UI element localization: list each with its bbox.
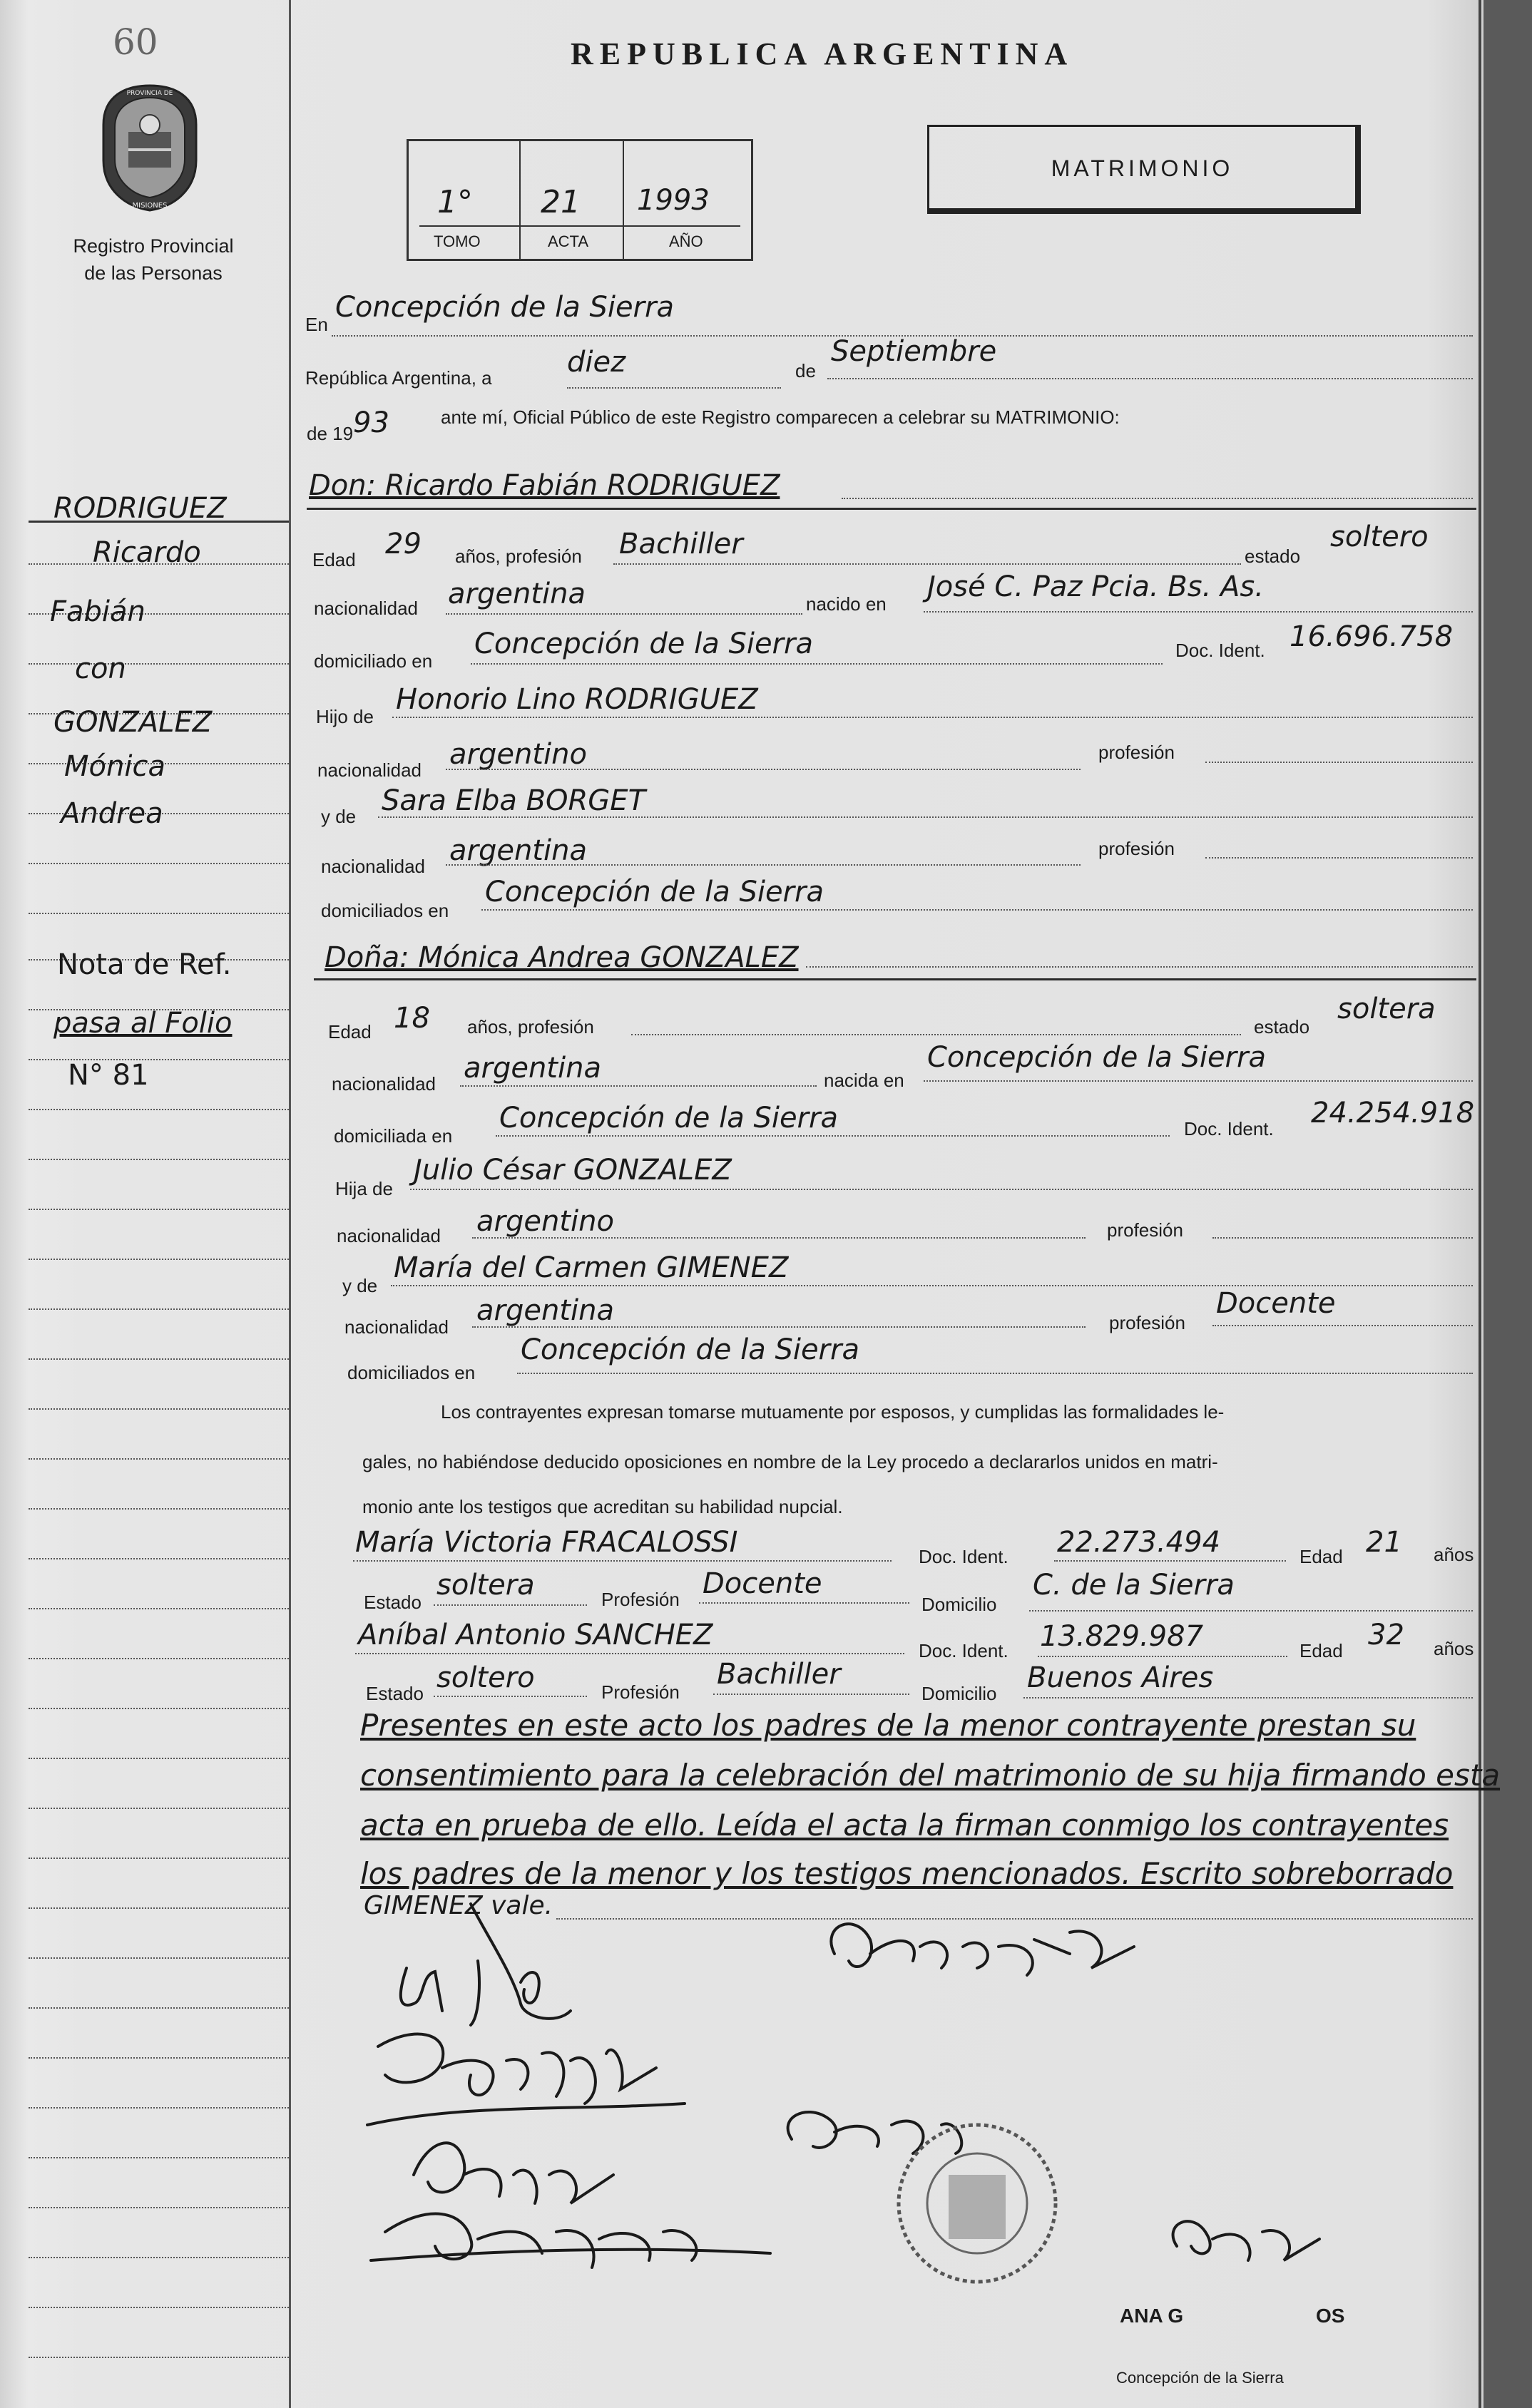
- groom-edad-label: Edad: [312, 549, 356, 570]
- signature-officer: [1173, 2221, 1319, 2260]
- margin-note-name1: Ricardo: [93, 536, 201, 569]
- intro-place: Concepción de la Sierra: [335, 291, 674, 324]
- signature-bride-father: [414, 2143, 613, 2203]
- witness2-estado-label: Estado: [366, 1683, 424, 1704]
- witness1-doc: 22.273.494: [1057, 1526, 1221, 1559]
- margin-note-bride-name2: Andrea: [61, 797, 163, 830]
- witness1-estado-label: Estado: [364, 1592, 422, 1613]
- groom-title: Don: Ricardo Fabián RODRIGUEZ: [309, 469, 780, 502]
- signatures-area: [357, 1890, 1355, 2289]
- witness2-profession: Bachiller: [717, 1658, 841, 1691]
- groom-nacionalidad-label: nacionalidad: [314, 598, 419, 619]
- witness2-domicilio-label: Domicilio: [921, 1683, 997, 1704]
- margin-ref-line3: N° 81: [68, 1059, 149, 1092]
- provincial-seal-icon: [96, 82, 203, 214]
- year-suffix: 93: [353, 406, 389, 439]
- signature-groom-father-flourish: [471, 1904, 571, 2019]
- margin-rule: [289, 0, 291, 2408]
- bride-mother-nat: argentina: [476, 1294, 614, 1327]
- groom-nationality: argentina: [448, 578, 586, 610]
- groom-age: 29: [385, 528, 422, 560]
- intro-month: Septiembre: [831, 335, 997, 368]
- witness2-doc-label: Doc. Ident.: [919, 1640, 1008, 1661]
- groom-parents-dom-label: domiciliados en: [321, 900, 449, 921]
- notes-line2: consentimiento para la celebración del matrimonio de su hija firmando esta: [360, 1758, 1501, 1793]
- notes-line4: los padres de la menor y los testigos mencionados. Escrito sobreborrado: [360, 1856, 1454, 1891]
- officer-name-stamp-tail: OS: [1316, 2305, 1345, 2327]
- witness1-profession: Docente: [703, 1567, 822, 1600]
- witness2-doc: 13.829.987: [1040, 1620, 1204, 1653]
- bride-doc-label: Doc. Ident.: [1184, 1118, 1274, 1139]
- bride-estado-label: estado: [1254, 1016, 1310, 1038]
- bride-nacida-label: nacida en: [824, 1070, 904, 1091]
- bride-status: soltera: [1337, 993, 1436, 1025]
- groom-doc: 16.696.758: [1290, 620, 1454, 653]
- bride-hija-label: Hija de: [335, 1178, 393, 1199]
- bride-father-nat-label: nacionalidad: [337, 1225, 441, 1246]
- registry-name-line2: de las Personas: [84, 262, 223, 284]
- witness1-status: soltera: [436, 1569, 535, 1602]
- witness2-profesion-label: Profesión: [601, 1681, 680, 1703]
- notes-line1: Presentes en este acto los padres de la menor contrayente prestan su: [360, 1708, 1416, 1743]
- witness2-domicile: Buenos Aires: [1027, 1661, 1214, 1694]
- witness2-status: soltero: [436, 1661, 535, 1694]
- margin-note-con: con: [75, 652, 126, 685]
- bride-mother: María del Carmen GIMENEZ: [394, 1251, 789, 1284]
- margin-note-bride-surname: GONZALEZ: [53, 706, 213, 739]
- signature-groom-underline: [367, 2104, 685, 2125]
- groom-estado-label: estado: [1245, 545, 1301, 567]
- groom-domicile: Concepción de la Sierra: [474, 627, 813, 660]
- signature-witness-two: [788, 2112, 962, 2153]
- declaration-line1: Los contrayentes expresan tomarse mutuamente por esposos, y cumplidas las formalidades le-: [441, 1401, 1225, 1423]
- intro-de-label: de: [795, 360, 816, 381]
- bride-edad-label: Edad: [328, 1021, 372, 1042]
- year-prefix: de 19: [307, 423, 354, 444]
- republica-label: República Argentina, a: [305, 367, 492, 389]
- officer-name-stamp: ANA G: [1120, 2305, 1184, 2327]
- margin-note-bride-name1: Mónica: [64, 750, 165, 783]
- anio-value: 1993: [637, 184, 710, 217]
- bride-doc: 24.254.918: [1311, 1097, 1475, 1129]
- groom-mother-nat: argentina: [449, 834, 587, 867]
- bride-nacionalidad-label: nacionalidad: [332, 1073, 436, 1095]
- witness2-name: Aníbal Antonio SANCHEZ: [358, 1619, 713, 1651]
- witness1-domicile: C. de la Sierra: [1033, 1569, 1235, 1602]
- seal-bottom-text: MISIONES: [132, 202, 168, 210]
- country-title: REPUBLICA ARGENTINA: [571, 36, 1074, 71]
- groom-profession: Bachiller: [619, 528, 743, 560]
- groom-yde-label: y de: [321, 806, 357, 827]
- bride-birthplace: Concepción de la Sierra: [927, 1041, 1266, 1074]
- bride-father: Julio César GONZALEZ: [414, 1154, 732, 1187]
- witness2-edad-label: Edad: [1299, 1640, 1343, 1661]
- bride-yde-label: y de: [342, 1275, 378, 1296]
- signature-groom: [378, 2034, 656, 2104]
- bride-domiciliada-label: domiciliada en: [334, 1125, 453, 1147]
- notes-line3: acta en prueba de ello. Leída el acta la firman conmigo los contrayentes: [360, 1808, 1449, 1843]
- registry-name-line1: Registro Provincial: [73, 235, 234, 257]
- groom-hijo-label: Hijo de: [316, 706, 374, 727]
- margin-note-surname: RODRIGUEZ: [53, 492, 227, 525]
- groom-doc-label: Doc. Ident.: [1175, 640, 1265, 661]
- right-border-rule: [1479, 0, 1481, 2408]
- bride-mother-prof-label: profesión: [1109, 1312, 1185, 1333]
- signature-witness: [371, 2214, 770, 2268]
- groom-father-prof-label: profesión: [1098, 742, 1175, 763]
- margin-note-name2: Fabián: [50, 595, 145, 628]
- witness1-profesion-label: Profesión: [601, 1589, 680, 1610]
- groom-mother-prof-label: profesión: [1098, 838, 1175, 859]
- bride-father-nat: argentino: [476, 1205, 614, 1238]
- groom-nacido-label: nacido en: [806, 593, 887, 615]
- en-label: En: [305, 314, 328, 335]
- witness1-anos-label: años: [1434, 1544, 1474, 1565]
- margin-ref-line2: pasa al Folio: [53, 1007, 233, 1040]
- witness1-name: María Victoria FRACALOSSI: [355, 1526, 738, 1559]
- intro-statement: ante mí, Oficial Público de este Registro comparecen a celebrar su MATRIMONIO:: [441, 406, 1120, 428]
- witness2-anos-label: años: [1434, 1638, 1474, 1659]
- witness1-age: 21: [1366, 1526, 1402, 1559]
- witness1-doc-label: Doc. Ident.: [919, 1546, 1008, 1567]
- margin-ref-line1: Nota de Ref.: [57, 948, 232, 981]
- seal-top-text: PROVINCIA DE: [126, 90, 173, 97]
- groom-birthplace: José C. Paz Pcia. Bs. As.: [927, 570, 1264, 603]
- bride-father-prof-label: profesión: [1107, 1219, 1183, 1241]
- record-number-box: [407, 139, 753, 261]
- bride-profesion-label: años, profesión: [467, 1016, 594, 1038]
- folio-number: 60: [113, 21, 158, 63]
- bride-parents-dom: Concepción de la Sierra: [521, 1333, 859, 1366]
- groom-profesion-label: años, profesión: [455, 545, 582, 567]
- act-type-box: [927, 125, 1361, 214]
- declaration-line3: monio ante los testigos que acreditan su habilidad nupcial.: [362, 1496, 843, 1517]
- bride-parents-dom-label: domiciliados en: [347, 1362, 476, 1383]
- witness2-age: 32: [1368, 1619, 1404, 1651]
- groom-parents-dom: Concepción de la Sierra: [485, 876, 824, 908]
- groom-status: soltero: [1330, 521, 1429, 553]
- bride-age: 18: [394, 1002, 430, 1035]
- groom-mother-nat-label: nacionalidad: [321, 856, 426, 877]
- witness1-domicilio-label: Domicilio: [921, 1594, 997, 1615]
- officer-place-stamp: Concepción de la Sierra: [1116, 2369, 1284, 2387]
- groom-father: Honorio Lino RODRIGUEZ: [396, 683, 758, 716]
- groom-mother: Sara Elba BORGET: [382, 784, 645, 817]
- bride-title: Doña: Mónica Andrea GONZALEZ: [325, 941, 799, 974]
- acta-value: 21: [541, 184, 581, 220]
- acta-label: ACTA: [548, 232, 589, 250]
- tomo-value: 1°: [437, 184, 473, 220]
- act-type-label: MATRIMONIO: [1051, 155, 1234, 181]
- bride-nationality: argentina: [464, 1052, 601, 1085]
- groom-domiciliado-label: domiciliado en: [314, 650, 433, 672]
- groom-father-nat-label: nacionalidad: [317, 759, 422, 781]
- signature-bride: [831, 1924, 1134, 1975]
- declaration-line2: gales, no habiéndose deducido oposiciones en nombre de la Ley procedo a declararlos unidos en matri-: [362, 1451, 1218, 1472]
- anio-label: AÑO: [669, 232, 703, 250]
- tomo-label: TOMO: [434, 232, 481, 250]
- groom-father-nat: argentino: [449, 738, 587, 771]
- bride-domicile: Concepción de la Sierra: [499, 1102, 838, 1134]
- bride-mother-prof: Docente: [1216, 1287, 1336, 1320]
- notes-line5: GIMENEZ vale.: [364, 1891, 553, 1920]
- witness1-edad-label: Edad: [1299, 1546, 1343, 1567]
- bride-mother-nat-label: nacionalidad: [344, 1316, 449, 1338]
- intro-day: diez: [567, 346, 626, 379]
